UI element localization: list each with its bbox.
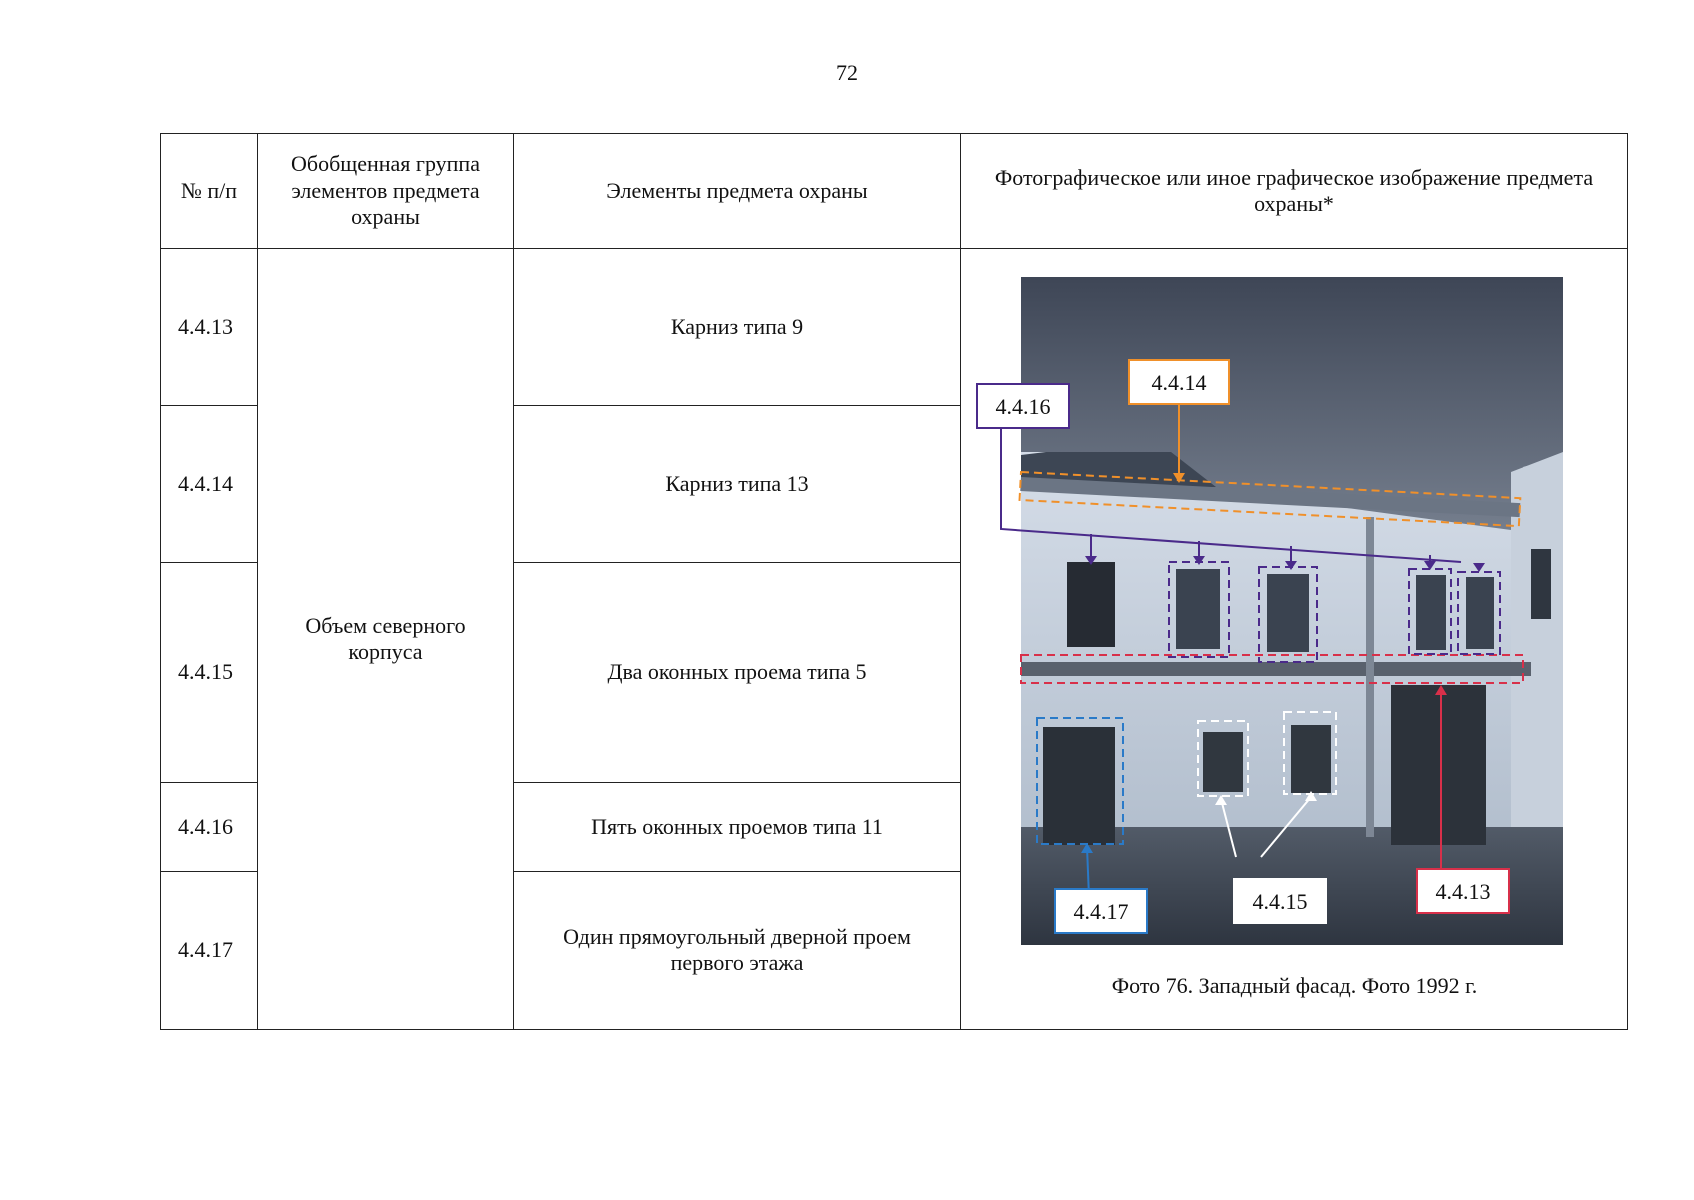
label-4-4-15 <box>1234 879 1326 923</box>
header-elements: Элементы предмета охраны <box>514 134 961 249</box>
svg-text:4.4.13: 4.4.13 <box>1435 879 1491 904</box>
element-cell: Карниз типа 13 <box>514 406 961 563</box>
table-row <box>161 249 1628 406</box>
svg-text:4.4.15: 4.4.15 <box>1252 889 1308 914</box>
photo-wrap <box>961 249 1628 1029</box>
photo-caption: Фото 76. Западный фасад. Фото 1992 г. <box>1111 973 1478 998</box>
protection-table <box>160 133 1628 1030</box>
group-cell: Объем северного корпуса <box>258 249 514 1030</box>
header-num: № п/п <box>161 134 258 249</box>
label-4-4-17 <box>1055 889 1147 933</box>
table-header-row <box>161 134 1628 249</box>
facade-photo <box>995 277 1563 945</box>
row-number: 4.4.16 <box>161 782 258 871</box>
header-image: Фотографическое или иное графическое изображение предмета охраны* <box>961 134 1628 249</box>
row-number: 4.4.17 <box>161 871 258 1029</box>
label-4-4-14 <box>1129 360 1229 404</box>
row-number: 4.4.15 <box>161 563 258 782</box>
label-4-4-16 <box>977 384 1069 428</box>
photo-cell <box>961 249 1628 1030</box>
element-cell: Один прямоугольный дверной проем первого этажа <box>514 871 961 1029</box>
element-cell: Пять оконных проемов типа 11 <box>514 782 961 871</box>
svg-text:4.4.16: 4.4.16 <box>995 394 1051 419</box>
header-group: Обобщенная группа элементов предмета охраны <box>258 134 514 249</box>
svg-text:4.4.17: 4.4.17 <box>1073 899 1129 924</box>
svg-text:4.4.14: 4.4.14 <box>1151 370 1207 395</box>
row-number: 4.4.14 <box>161 406 258 563</box>
label-4-4-13 <box>1417 869 1509 913</box>
row-number: 4.4.13 <box>161 249 258 406</box>
element-cell: Два оконных проема типа 5 <box>514 563 961 782</box>
page-number: 72 <box>836 60 858 85</box>
element-cell: Карниз типа 9 <box>514 249 961 406</box>
